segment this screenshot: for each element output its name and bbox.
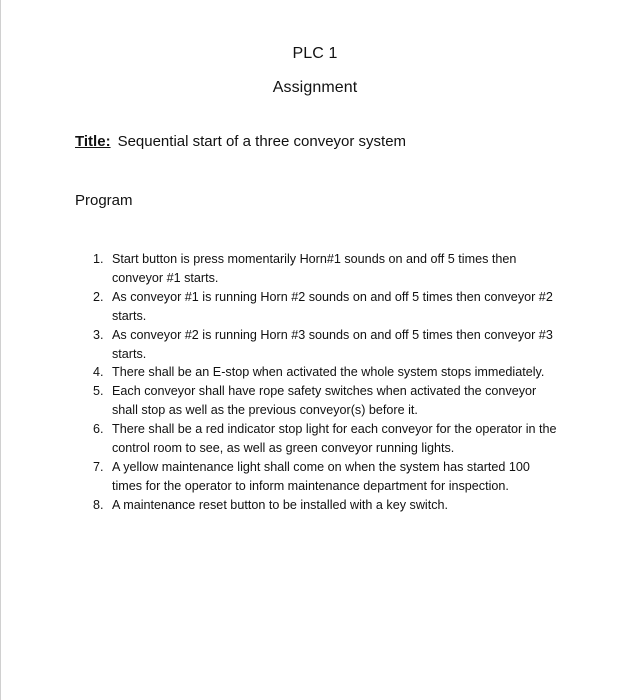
requirement-number: 5.	[93, 384, 104, 399]
requirement-item	[93, 496, 562, 515]
requirement-number: 3.	[93, 327, 104, 342]
requirement-item	[93, 382, 562, 420]
requirement-number: 2.	[93, 289, 104, 304]
heading-assignment: Assignment	[272, 79, 358, 96]
requirements-list	[93, 250, 562, 515]
title-line	[75, 133, 406, 150]
requirement-text: Start button is press momentarily Horn#1 sounds on and off 5 times then conveyor #1 starts.	[112, 252, 517, 285]
requirement-item	[93, 363, 562, 382]
requirement-text: Each conveyor shall have rope safety switches when activated the conveyor shall stop as well as the previous conveyor(s) before it.	[112, 384, 537, 418]
title-label: Title:	[75, 133, 111, 150]
requirement-text: A yellow maintenance light shall come on when the system has started 100 times for the operator to inform maintenance department for inspection.	[112, 459, 530, 493]
requirement-number: 6.	[93, 422, 104, 437]
requirement-text: There shall be an E-stop when activated the whole system stops immediately.	[112, 365, 545, 380]
requirement-text: There shall be a red indicator stop light for each conveyor for the operator in the control room to see, as well as green conveyor running lights.	[112, 422, 557, 456]
requirement-text: As conveyor #1 is running Horn #2 sounds on and off 5 times then conveyor #2 starts.	[112, 289, 553, 323]
requirement-item	[93, 250, 562, 288]
requirement-item	[93, 420, 562, 458]
requirement-text: As conveyor #2 is running Horn #3 sounds on and off 5 times then conveyor #3 starts.	[112, 327, 553, 361]
requirement-number: 1.	[93, 252, 104, 266]
requirement-item	[93, 326, 562, 364]
heading-course: PLC 1	[292, 45, 338, 62]
requirement-number: 8.	[93, 497, 104, 512]
requirement-item	[93, 458, 562, 496]
title-text: Sequential start of a three conveyor system	[117, 133, 407, 150]
requirement-item	[93, 288, 562, 326]
requirement-number: 7.	[93, 459, 104, 474]
requirement-number: 4.	[93, 365, 104, 380]
requirement-text: A maintenance reset button to be installed with a key switch.	[112, 497, 449, 512]
program-label: Program	[75, 192, 133, 209]
